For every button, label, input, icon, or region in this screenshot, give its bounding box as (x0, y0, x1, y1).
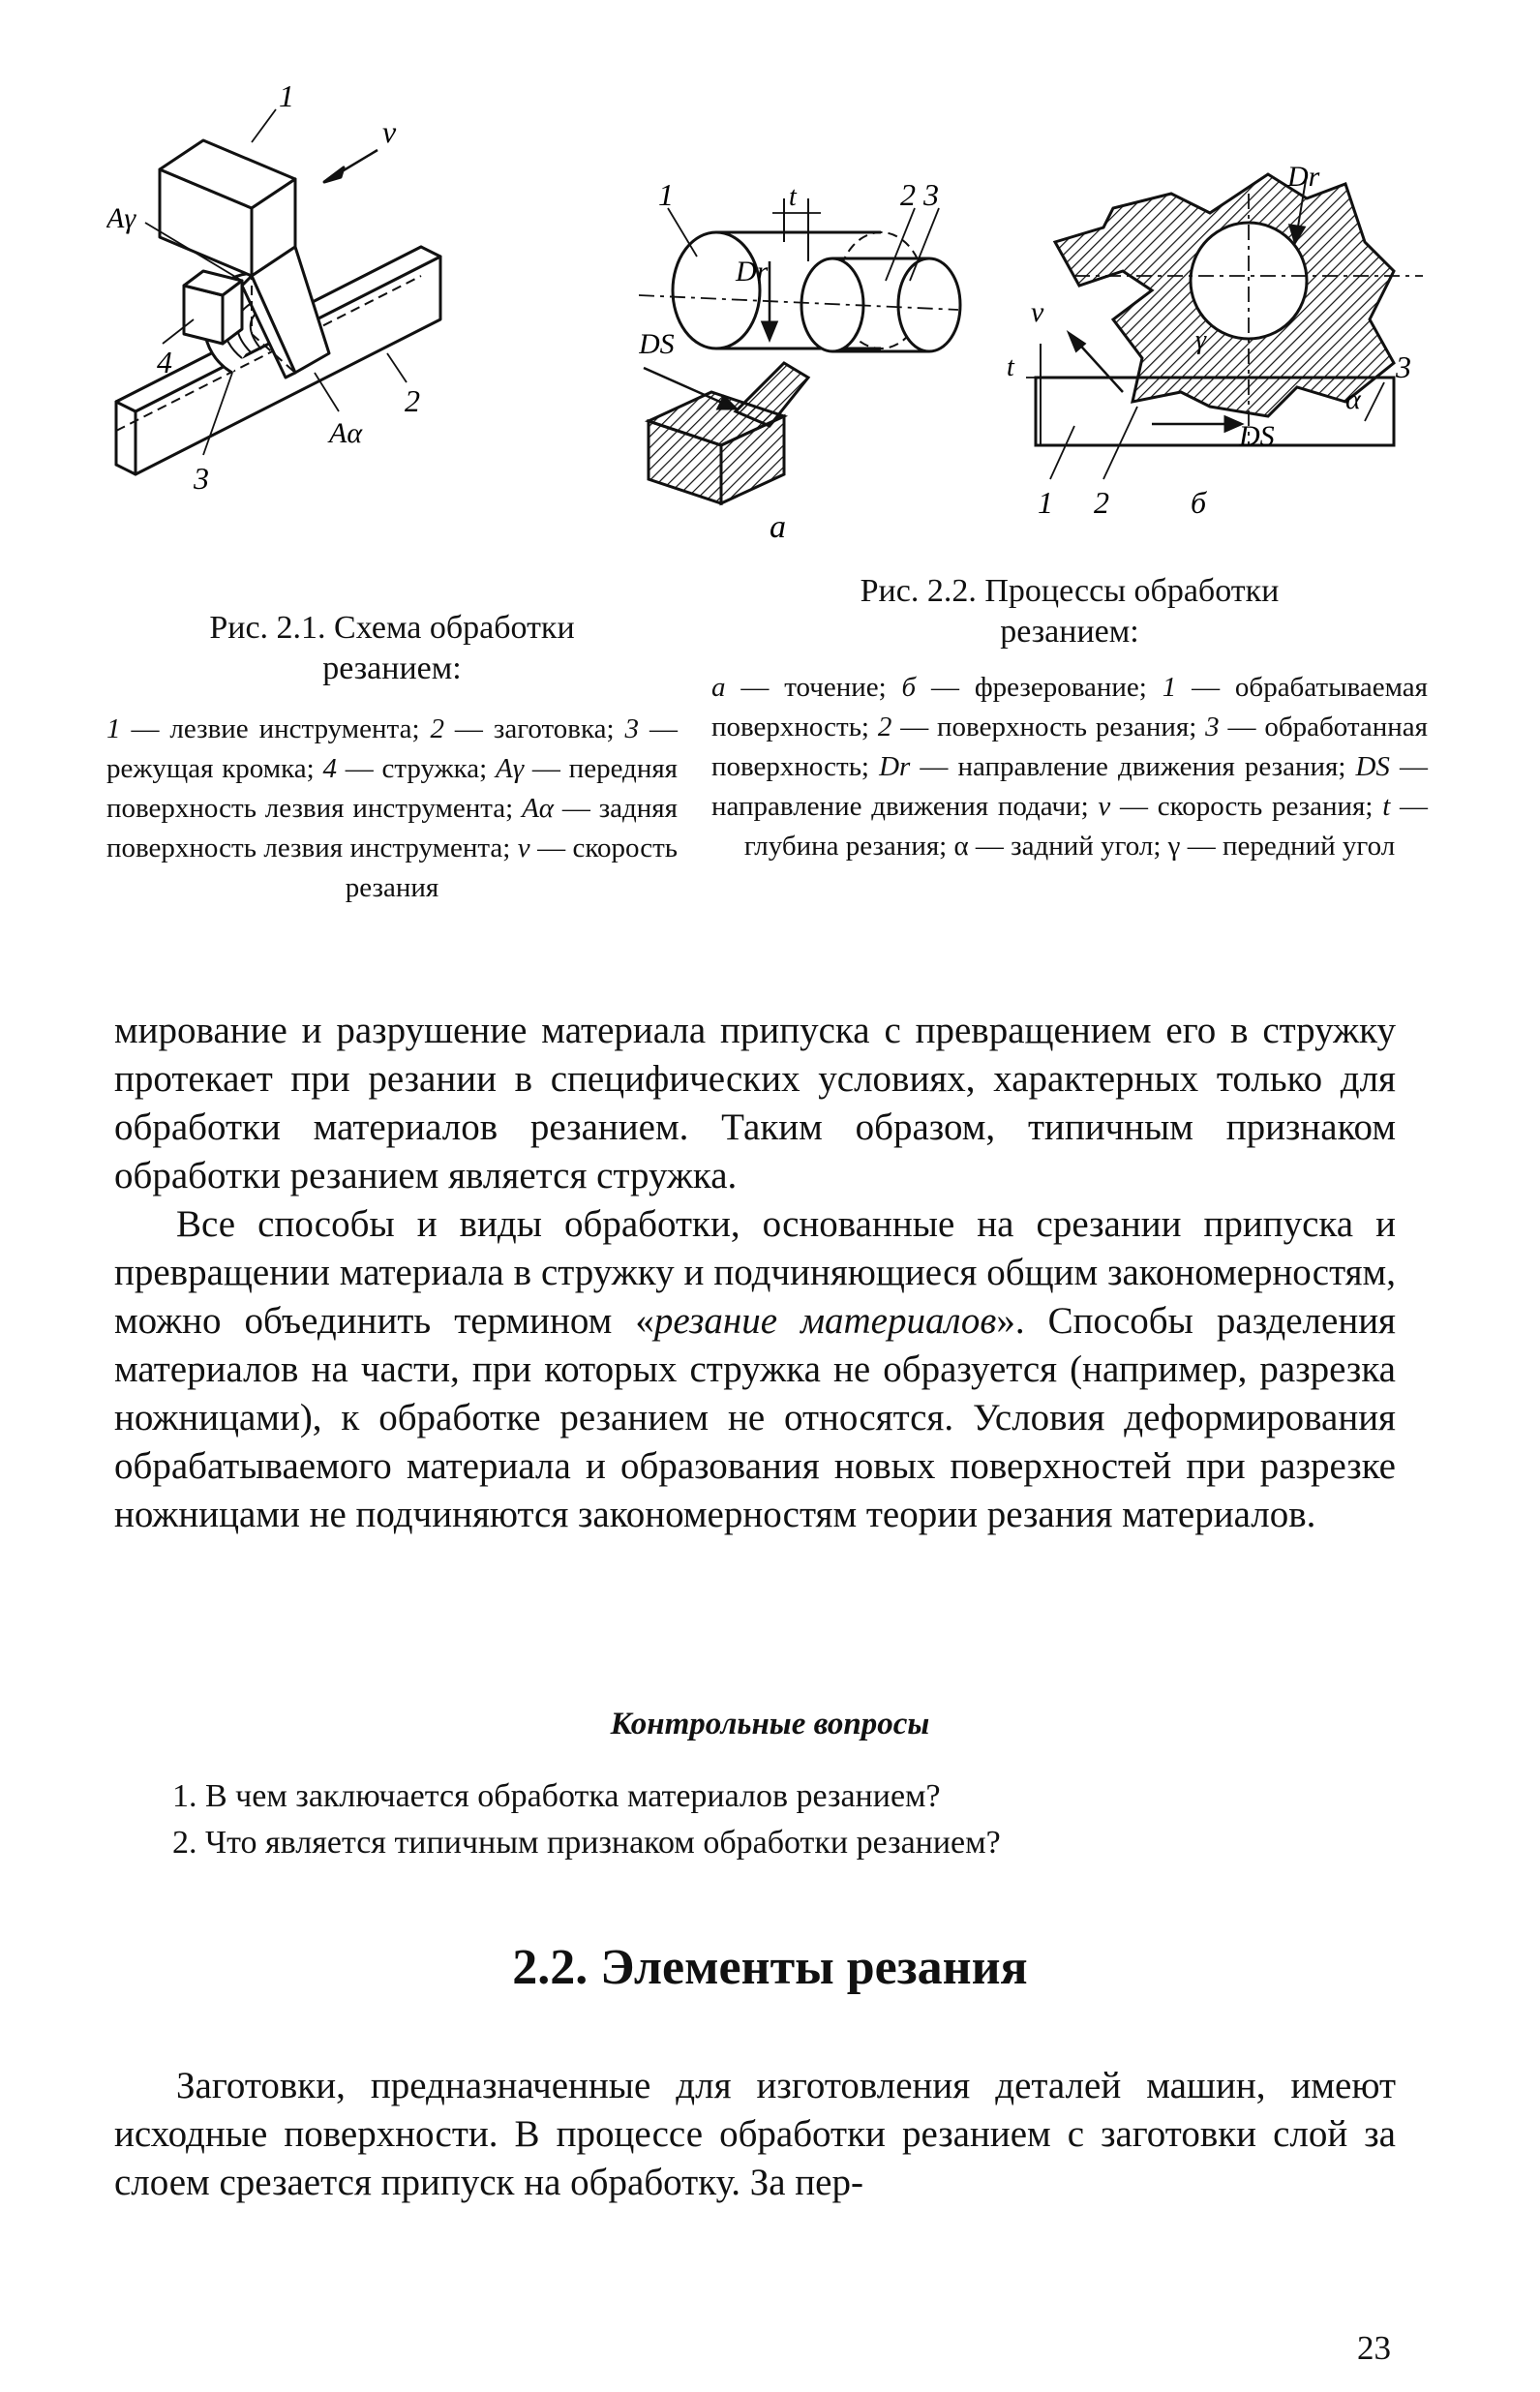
section-heading: 2.2. Элементы резания (512, 1940, 1028, 1995)
fig22b-label-v: v (1031, 296, 1044, 328)
fig21-legend (106, 710, 678, 908)
fig22-leg-n2: 2 (877, 712, 892, 742)
fig22-caption-line2: резанием: (1000, 614, 1139, 650)
body-text (114, 1007, 1396, 1539)
questions-title: Контрольные вопросы (610, 1707, 930, 1741)
fig22-leg-ds: DS (1355, 751, 1390, 782)
fig21-label-aalpha: Aα (329, 417, 363, 449)
fig22-leg-n3: 3 (1205, 712, 1220, 742)
fig22-leg-t1: — обрабатываемая поверхность; (711, 672, 1429, 742)
fig22-leg-tds: — направление движения подачи; (711, 751, 1429, 822)
fig21-leg-n3: 3 (624, 713, 640, 744)
fig22b-label-ds: DS (1239, 420, 1275, 452)
fig22b-label-b: б (1191, 485, 1207, 520)
fig21-leg-t4: — стружка; (336, 753, 496, 784)
fig22b-label-gamma: γ (1195, 325, 1207, 355)
body-p2-term: резание материалов (653, 1300, 997, 1342)
fig21-leg-tv: — скорость резания (345, 833, 678, 903)
body-paragraph-2 (114, 1200, 1396, 1539)
fig21-leg-tag: — передняя поверхность лезвия инструмента; (106, 753, 679, 824)
fig21-caption-line1: Рис. 2.1. Схема обработки (209, 610, 575, 646)
section-text (114, 2062, 1396, 2207)
question-2: 2. Что является типичным признаком обработки резанием? (172, 1825, 1001, 1861)
question-1: 1. В чем заключается обработка материалов резанием? (172, 1778, 941, 1814)
fig22a-label-ds: DS (639, 328, 675, 360)
fig21-leg-t3: — режущая кромка; (106, 713, 679, 784)
fig22a-label-t: t (789, 184, 797, 212)
figure-2-2b-diagram (987, 155, 1433, 542)
body-p2-start: Все способы и виды обработки, основанные на срезании припуска и превращении материала в стружку и подчиняющиеся общим закономерностям, можно объединить термином « (114, 1203, 1396, 1342)
fig21-label-4: 4 (157, 345, 172, 379)
fig22-leg-t2: — поверхность резания; (891, 712, 1206, 742)
fig21-leg-v: v (517, 833, 530, 863)
fig22-leg-a: а (711, 672, 726, 703)
fig22a-label-dr: Dr (736, 256, 769, 288)
fig21-leg-n1: 1 (106, 713, 121, 744)
fig22-leg-b: б (901, 672, 917, 703)
fig22b-label-t: t (1007, 352, 1014, 382)
fig22-legend (711, 668, 1428, 866)
fig22-leg-v: v (1098, 791, 1111, 822)
fig22b-label-3: 3 (1396, 349, 1411, 384)
figure-2-2a-diagram (639, 184, 968, 552)
fig22a-label-23: 2 3 (900, 184, 939, 212)
fig22-leg-dr: Dr (879, 751, 911, 782)
body-paragraph-1: мирование и разрушение материала припуска с превращением его в стружку протекает при резании в специфических условиях, характерных только для обработки материалов резанием. Таким образом, типичным признаком обработки резанием является стружка. (114, 1010, 1396, 1196)
fig22-leg-t: t (1382, 791, 1391, 822)
fig22-caption (711, 571, 1428, 652)
fig21-leg-n4: 4 (322, 753, 337, 784)
fig21-leg-n2: 2 (430, 713, 444, 744)
section-paragraph: Заготовки, предназначенные для изготовления деталей машин, имеют исходные поверхности. В процессе обработки резанием с заготовки слой за слоем срезается припуск на обработку. За пер- (114, 2065, 1396, 2203)
fig22b-label-dr: Dr (1287, 161, 1320, 193)
fig21-leg-aa: Aα (522, 793, 554, 824)
fig21-label-2: 2 (405, 383, 420, 418)
fig21-caption (106, 608, 678, 689)
fig22-leg-tdr: — направление движения резания; (910, 751, 1356, 782)
fig22-leg-tt: — глубина резания; α — задний угол; γ — передний угол (743, 791, 1428, 862)
fig22-leg-tv: — скорость резания; (1110, 791, 1383, 822)
fig22-leg-t3: — обработанная поверхность; (711, 712, 1429, 782)
fig21-label-1: 1 (279, 82, 294, 113)
fig22b-label-alpha: α (1345, 383, 1361, 415)
fig21-leg-t1: — лезвие инструмента; (120, 713, 431, 744)
fig22a-label-1: 1 (658, 184, 674, 212)
fig22-caption-line1: Рис. 2.2. Процессы обработки (860, 573, 1280, 609)
fig22b-label-1: 1 (1038, 485, 1053, 520)
page-number: 23 (1357, 2329, 1391, 2367)
fig21-leg-ag: Aγ (496, 753, 525, 784)
fig22a-label-a: а (770, 509, 786, 545)
body-p2-end: ». Способы разделения материалов на части, при которых стружка не образуется (например, разрезка ножницами), к обработке резанием не относятся. Условия деформирования обрабатываемого материала и образования новых поверхностей при разрезке ножницами не подчиняются закономерностям теории резания материалов. (114, 1300, 1396, 1535)
fig22b-label-2: 2 (1094, 485, 1109, 520)
fig22-leg-n1: 1 (1162, 672, 1177, 703)
fig21-label-v: v (382, 114, 397, 149)
figure-2-1-diagram (106, 82, 590, 586)
fig21-caption-line2: резанием: (322, 651, 462, 686)
fig21-label-3: 3 (194, 461, 209, 496)
fig22-leg-ta: — точение; (725, 672, 902, 703)
fig21-leg-taa: — задняя поверхность лезвия инструмента; (106, 793, 678, 863)
fig21-leg-t2: — заготовка; (443, 713, 625, 744)
questions-list (172, 1773, 1001, 1866)
fig22-leg-tb: — фрезерование; (916, 672, 1163, 703)
fig21-label-agamma: Aγ (106, 202, 136, 234)
